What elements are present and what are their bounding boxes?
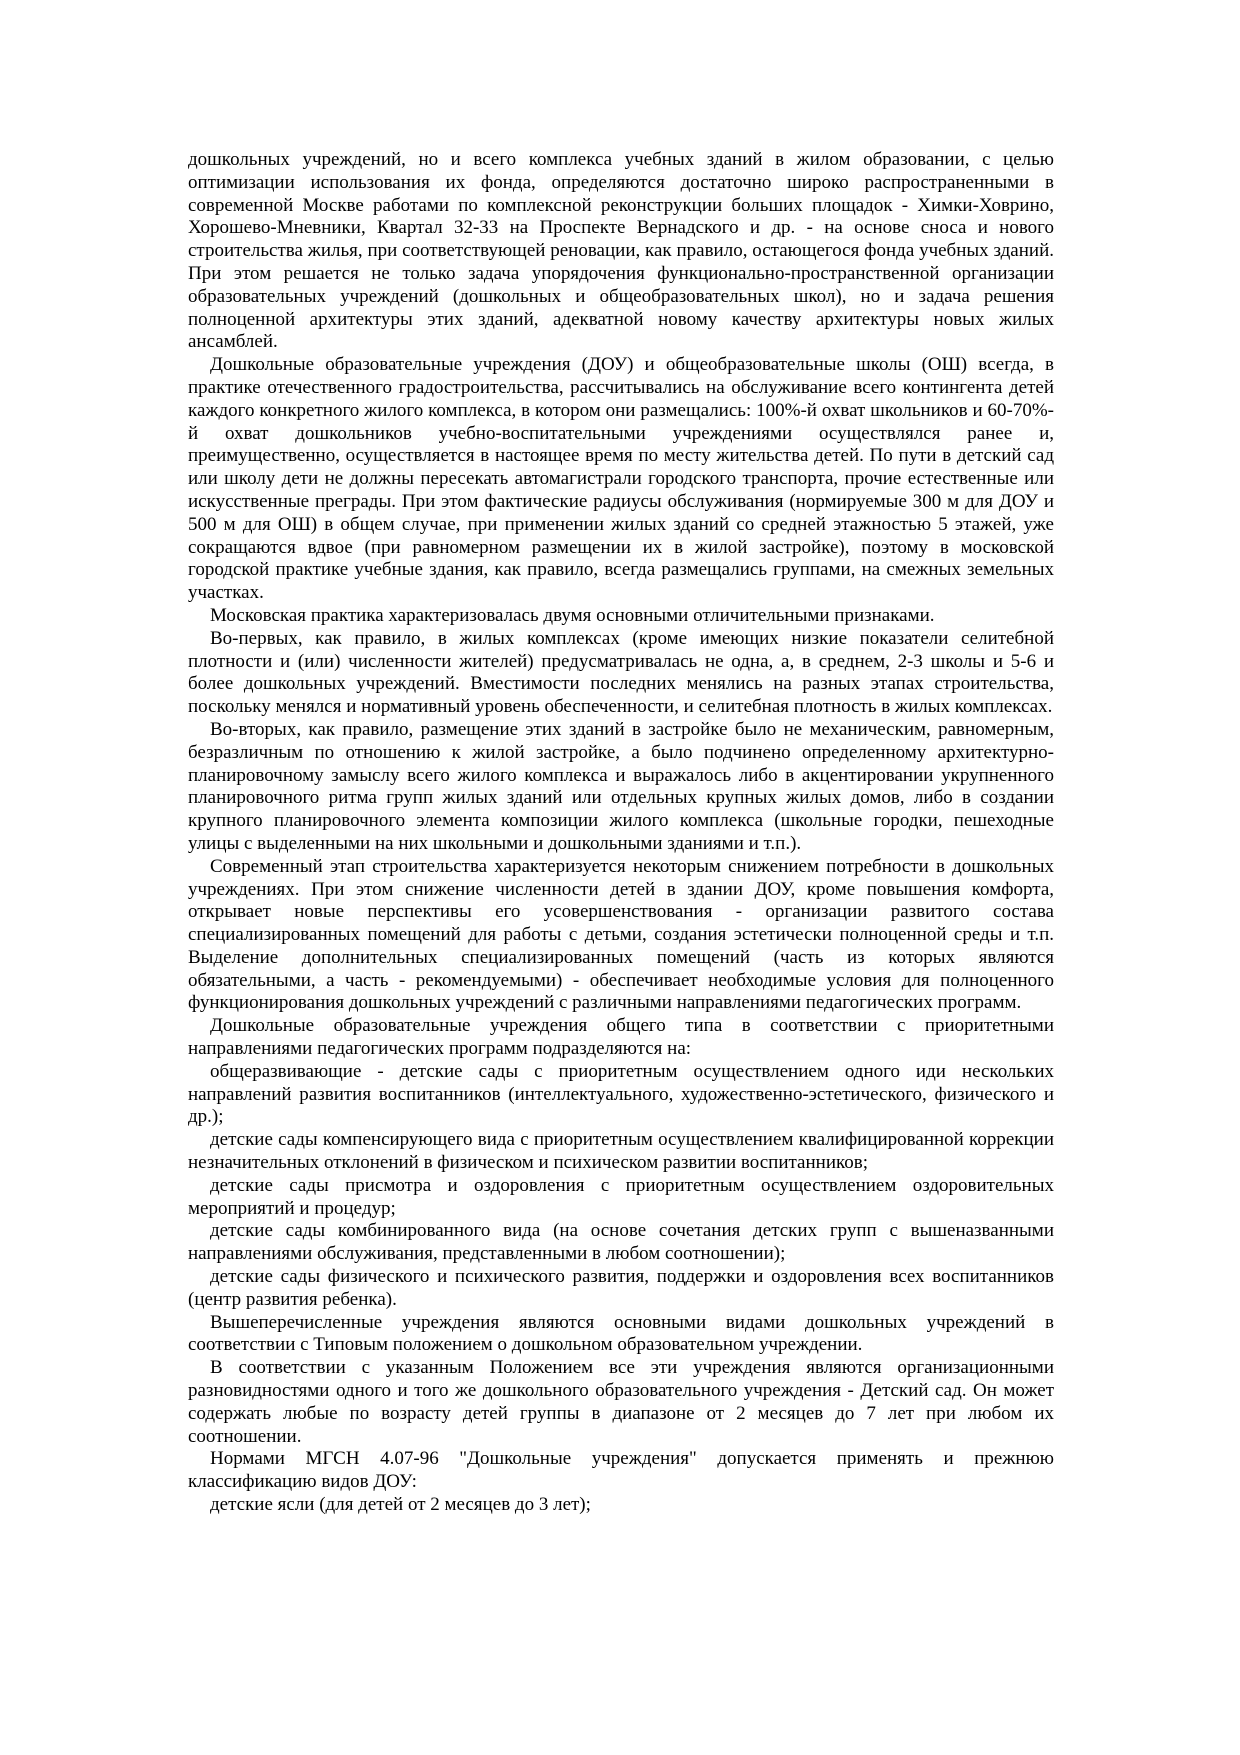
paragraph-moscow-practice: Московская практика характеризовалась двумя основными отличительными признаками. — [210, 604, 935, 626]
paragraph-continued-intro: дошкольных учреждений, но и всего комплекса учебных зданий в жилом образовании, с целью оптимизации использования их фонда, определяются достаточно широко распространенными в современной Москве работами по комплексной реконструкции больших площадок - Химки-Ховрино, Хорошево-Мневники, Квартал 32-33 на Проспекте Вернадского и др. - на основе сноса и нового строительства жилья, при соответствующей реновации, как правило, остающегося фонда учебных зданий. При этом решается не только задача упорядочения функционально-пространственной организации образовательных учреждений (дошкольных и общеобразовательных школ), но и задача решения полноценной архитектуры этих зданий, адекватной новому качеству архитектуры новых жилых ансамблей. — [188, 149, 1054, 353]
list-item-compensating: детские сады компенсирующего вида с приоритетным осуществлением квалифицированной коррекции незначительных отклонений в физическом и психическом развитии воспитанников; — [188, 1129, 1054, 1174]
paragraph-coverage: Дошкольные образовательные учреждения (ДОУ) и общеобразовательные школы (ОШ) всегда, в практике отечественного градостроительства, рассчитывались на обслуживание всего контингента детей каждого конкретного жилого комплекса, в котором они размещались: 100%-й охват школьников и 60-70%-й охват дошкольников учебно-воспитательными учреждениями осуществлялся ранее и, преимущественно, осуществляется в настоящее время по месту жительства детей. По пути в детский сад или школу дети не должны пересекать автомагистрали городского транспорта, прочие естественные или искусственные преграды. При этом фактические радиусы обслуживания (нормируемые 300 м для ДОУ и 500 м для ОШ) в общем случае, при применении жилых зданий со средней этажностью 5 этажей, уже сокращаются вдвое (при равномерном размещении их в жилой застройке), поэтому в московской городской практике учебные здания, как правило, всегда размещались группами, на смежных земельных участках. — [188, 354, 1054, 604]
paragraph-main-types: Вышеперечисленные учреждения являются основными видами дошкольных учреждений в соответствии с Типовым положением о дошкольном образовательном учреждении. — [188, 1311, 1054, 1356]
paragraph-mgsn-norms: Нормами МГСН 4.07-96 "Дошкольные учреждения" допускается применять и прежнюю классификацию видов ДОУ: — [188, 1448, 1054, 1493]
list-item-supervision-health: детские сады присмотра и оздоровления с приоритетным осуществлением оздоровительных мероприятий и процедур; — [188, 1174, 1054, 1219]
paragraph-second-feature: Во-вторых, как правило, размещение этих зданий в застройке было не механическим, равномерным, безразличным по отношению к жилой застройке, а было подчинено определенному архитектурно-планировочному замыслу всего жилого комплекса и выражалось либо в акцентировании укрупненного планировочного ритма групп жилых зданий или отдельных крупных жилых домов, либо в создании крупного планировочного элемента композиции жилого комплекса (школьные городки, пешеходные улицы с выделенными на них школьными и дошкольными зданиями и т.п.). — [188, 718, 1054, 854]
list-item-general-development: общеразвивающие - детские сады с приоритетным осуществлением одного иди нескольких направлений развития воспитанников (интеллектуального, художественно-эстетического, физического и др.); — [188, 1060, 1054, 1128]
paragraph-classification-intro: Дошкольные образовательные учреждения общего типа в соответствии с приоритетными направлениями педагогических программ подразделяются на: — [188, 1015, 1054, 1060]
list-item-nursery: детские ясли (для детей от 2 месяцев до 3 лет); — [210, 1494, 591, 1516]
paragraph-first-feature: Во-первых, как правило, в жилых комплексах (кроме имеющих низкие показатели селитебной плотности и (или) численности жителей) предусматривалась не одна, а, в среднем, 2-3 школы и 5-6 и более дошкольных учреждений. Вместимости последних менялись на разных этапах строительства, поскольку менялся и нормативный уровень обеспеченности, и селитебная плотность в жилых комплексах. — [188, 627, 1054, 718]
list-item-combined: детские сады комбинированного вида (на основе сочетания детских групп с вышеназванными направлениями обслуживания, представленными в любом соотношении); — [188, 1220, 1054, 1265]
paragraph-regulation: В соответствии с указанным Положением все эти учреждения являются организационными разновидностями одного и того же дошкольного образовательного учреждения - Детский сад. Он может содержать любые по возрасту детей группы в диапазоне от 2 месяцев до 7 лет при любом их соотношении. — [188, 1357, 1054, 1447]
paragraph-modern-stage: Современный этап строительства характеризуется некоторым снижением потребности в дошкольных учреждениях. При этом снижение численности детей в здании ДОУ, кроме повышения комфорта, открывает новые перспективы его усовершенствования - организации развитого состава специализированных помещений для работы с детьми, создания эстетически полноценной среды и т.п. Выделение дополнительных специализированных помещений (часть из которых являются обязательными, а часть - рекомендуемыми) - обеспечивает необходимые условия для полноценного функционирования дошкольных учреждений с различными направлениями педагогических программ. — [188, 855, 1054, 1014]
document-page — [188, 149, 1054, 1517]
list-item-development-center: детские сады физического и психического развития, поддержки и оздоровления всех воспитанников (центр развития ребенка). — [188, 1266, 1054, 1310]
